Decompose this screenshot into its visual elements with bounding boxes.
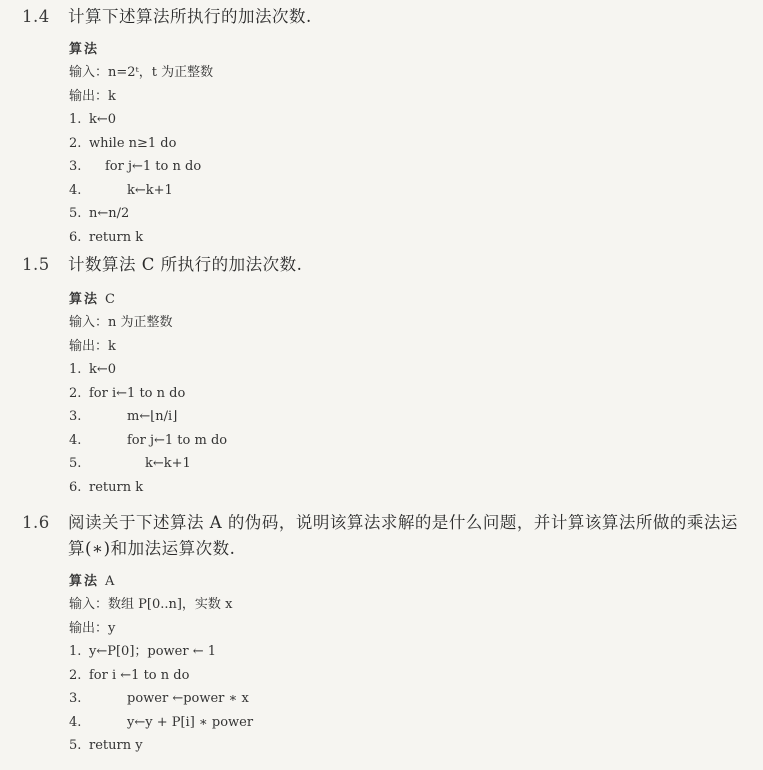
algorithm-step [69, 108, 745, 132]
line-number: 6. [69, 479, 82, 495]
line-text: return y [89, 738, 143, 753]
line-text: return k [89, 229, 144, 245]
algorithm-step [69, 202, 745, 226]
algorithm-output-line [69, 617, 745, 641]
algorithm-input-line [69, 593, 745, 617]
line-text: for i←1 to n do [89, 385, 186, 401]
problem-1-5 [22, 252, 745, 499]
line-text: for j←1 to m do [127, 432, 228, 448]
algorithm-step [69, 226, 745, 250]
line-text: 输入：n 为正整数 [69, 315, 173, 330]
problem-heading [22, 252, 745, 278]
algorithm-step [69, 405, 745, 429]
line-text: k←0 [89, 112, 117, 127]
algorithm-step [69, 640, 745, 664]
problem-statement: 计算下述算法所执行的加法次数. [68, 7, 312, 26]
line-number: 3. [69, 409, 82, 424]
line-number: 2. [69, 667, 82, 683]
line-number: 5. [69, 456, 82, 471]
line-text: 输入：n=2ᵗ，t 为正整数 [69, 65, 214, 80]
line-number: 4. [69, 714, 82, 730]
algorithm-step [69, 132, 745, 156]
algorithm-step [69, 734, 745, 758]
line-number: 3. [69, 159, 82, 174]
algorithm-step [69, 664, 745, 688]
algorithm-step [69, 452, 745, 476]
problem-statement: 计数算法 C 所执行的加法次数. [68, 255, 303, 274]
line-number: 4. [69, 182, 82, 198]
problem-heading [22, 510, 745, 562]
line-number: 1. [69, 362, 82, 377]
algorithm-title [69, 570, 745, 593]
algorithm-step [69, 687, 745, 711]
problem-number: 1.6 [22, 513, 50, 532]
algorithm-input-line [69, 61, 745, 85]
problem-1-6 [22, 510, 745, 758]
problem-1-4 [22, 4, 745, 249]
line-text: for j←1 to n do [105, 159, 202, 174]
line-number: 6. [69, 229, 82, 245]
algorithm-label: 算法 [69, 574, 100, 589]
line-text: k←k+1 [145, 456, 191, 471]
algorithm-label: 算法 [69, 292, 100, 307]
problem-statement: 阅读关于下述算法 A 的伪码，说明该算法求解的是什么问题，并计算该算法所做的乘法运算(∗)和加法运算次数. [68, 513, 738, 558]
line-number: 1. [69, 644, 82, 659]
line-text: m←⌊n/i⌋ [127, 409, 178, 424]
algorithm-step [69, 358, 745, 382]
line-text: 输出：y [69, 620, 116, 636]
line-text: k←0 [89, 362, 117, 377]
algorithm-title [69, 38, 745, 61]
problem-number: 1.4 [22, 7, 50, 26]
line-text: n←n/2 [89, 206, 130, 221]
algorithm-label: 算法 [69, 42, 100, 57]
algorithm-block [69, 38, 745, 249]
problem-heading [22, 4, 745, 30]
algorithm-output-line [69, 85, 745, 109]
line-text: 输出：k [69, 338, 116, 354]
algorithm-step [69, 711, 745, 735]
algorithm-step [69, 476, 745, 500]
algorithm-name: A [105, 574, 117, 589]
algorithm-step [69, 155, 745, 179]
algorithm-step [69, 429, 745, 453]
line-number: 4. [69, 432, 82, 448]
line-number: 1. [69, 112, 82, 127]
line-number: 2. [69, 385, 82, 401]
line-text: return k [89, 479, 144, 495]
line-text: power ←power ∗ x [127, 691, 249, 706]
algorithm-title [69, 288, 745, 311]
algorithm-step [69, 382, 745, 406]
line-text: y←P[0]；power ← 1 [89, 644, 217, 659]
algorithm-block [69, 288, 745, 499]
line-number: 3. [69, 691, 82, 706]
algorithm-block [69, 570, 745, 758]
line-text: 输入：数组 P[0..n]，实数 x [69, 597, 233, 612]
algorithm-output-line [69, 335, 745, 359]
line-number: 5. [69, 738, 82, 753]
line-text: 输出：k [69, 88, 116, 104]
algorithm-name: C [105, 292, 117, 307]
line-text: while n≥1 do [89, 135, 177, 151]
line-text: y←y + P[i] ∗ power [127, 714, 254, 730]
line-text: for i ←1 to n do [89, 667, 190, 683]
problem-number: 1.5 [22, 255, 50, 274]
line-text: k←k+1 [127, 182, 173, 198]
line-number: 2. [69, 135, 82, 151]
line-number: 5. [69, 206, 82, 221]
algorithm-step [69, 179, 745, 203]
algorithm-input-line [69, 311, 745, 335]
